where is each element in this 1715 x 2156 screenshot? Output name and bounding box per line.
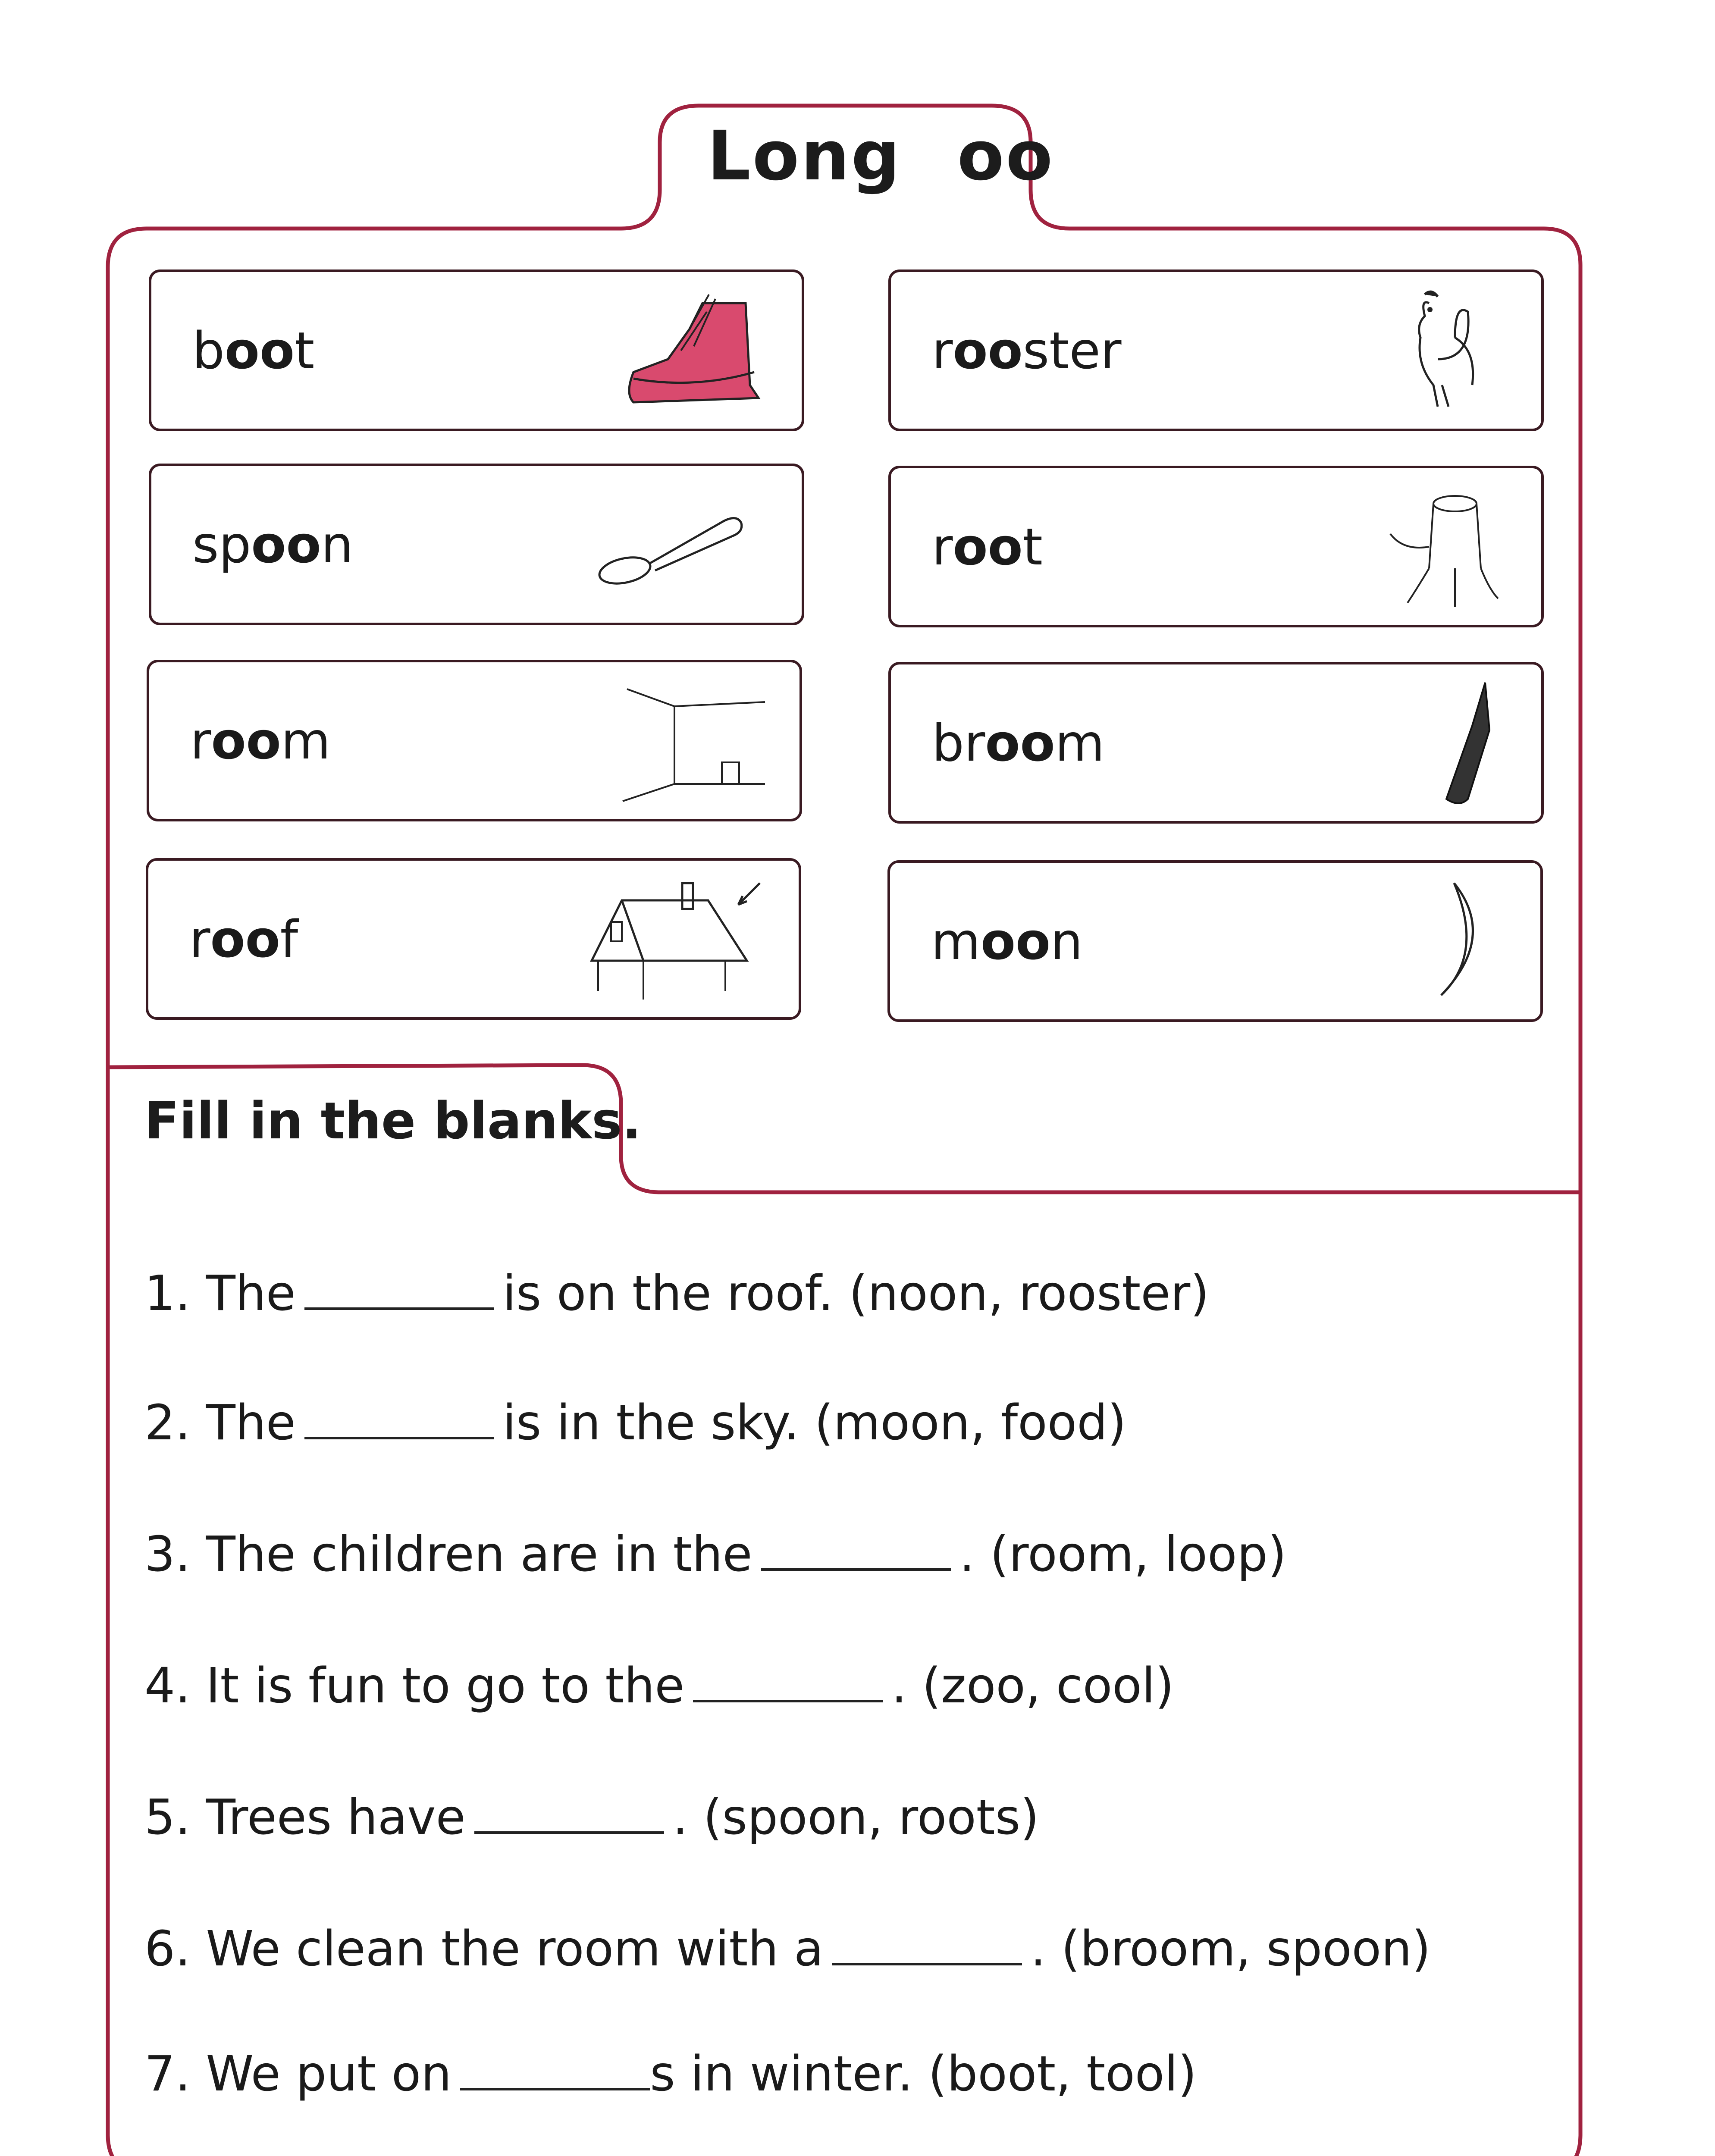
question-2 [144, 1395, 1126, 1451]
word-card-root [888, 466, 1544, 627]
word-card-rooster [888, 270, 1544, 431]
card-word: rooster [932, 320, 1122, 380]
question-text-before: The [206, 1395, 296, 1451]
answer-blank[interactable] [304, 1307, 494, 1310]
question-1 [144, 1266, 1209, 1322]
answer-blank[interactable] [474, 1831, 664, 1834]
house-roof-icon [570, 874, 768, 1004]
card-word: room [190, 711, 331, 771]
question-text-before: It is fun to go to the [206, 1658, 685, 1714]
card-word: spoon [192, 514, 354, 574]
question-5 [144, 1789, 1039, 1846]
rooster-icon [1356, 286, 1511, 415]
page-title: Long oo [707, 116, 1054, 196]
question-text-after: is in the sky. (moon, food) [502, 1395, 1126, 1451]
question-text-before: Trees have [206, 1789, 466, 1846]
answer-blank[interactable] [761, 1568, 951, 1571]
crescent-moon-icon [1355, 877, 1510, 1006]
question-text-after: . (zoo, cool) [891, 1658, 1174, 1714]
question-text-before: We clean the room with a [206, 1921, 824, 1977]
card-word: roof [189, 909, 298, 969]
question-number: 1. [144, 1266, 191, 1322]
word-card-spoon [149, 464, 804, 625]
card-word: moon [931, 911, 1083, 971]
word-card-broom [888, 662, 1544, 824]
question-4 [144, 1658, 1174, 1714]
word-card-moon [887, 860, 1543, 1022]
question-text-before: We put on [206, 2046, 452, 2102]
room-icon [614, 676, 769, 805]
answer-blank[interactable] [693, 1700, 883, 1702]
question-6 [144, 1921, 1431, 1977]
question-number: 7. [144, 2046, 191, 2102]
section-heading: Fill in the blanks. [144, 1091, 642, 1150]
question-text-after: is on the roof. (noon, rooster) [502, 1266, 1209, 1322]
question-text-after: . (broom, spoon) [1030, 1921, 1431, 1977]
question-text-after: . (spoon, roots) [672, 1789, 1039, 1846]
question-3 [144, 1526, 1286, 1583]
broom-icon [1356, 678, 1511, 808]
question-7 [144, 2046, 1197, 2102]
question-number: 3. [144, 1526, 191, 1583]
spoon-icon [569, 480, 776, 609]
answer-blank[interactable] [304, 1437, 494, 1439]
card-word: broom [932, 713, 1105, 773]
question-number: 4. [144, 1658, 191, 1714]
question-number: 5. [144, 1789, 191, 1846]
card-word: root [932, 517, 1043, 577]
question-number: 2. [144, 1395, 191, 1451]
card-word: boot [192, 320, 315, 380]
question-number: 6. [144, 1921, 191, 1977]
word-card-roof [146, 858, 801, 1020]
question-text-before: The [206, 1266, 296, 1322]
question-text-after: . (room, loop) [959, 1526, 1287, 1583]
answer-blank[interactable] [832, 1963, 1022, 1965]
answer-blank[interactable] [460, 2088, 650, 2090]
boot-icon [616, 286, 771, 415]
word-card-boot [149, 270, 804, 431]
question-text-after: s in winter. (boot, tool) [650, 2046, 1197, 2102]
word-card-room [147, 660, 802, 821]
root-icon [1356, 482, 1511, 611]
question-text-before: The children are in the [206, 1526, 752, 1583]
